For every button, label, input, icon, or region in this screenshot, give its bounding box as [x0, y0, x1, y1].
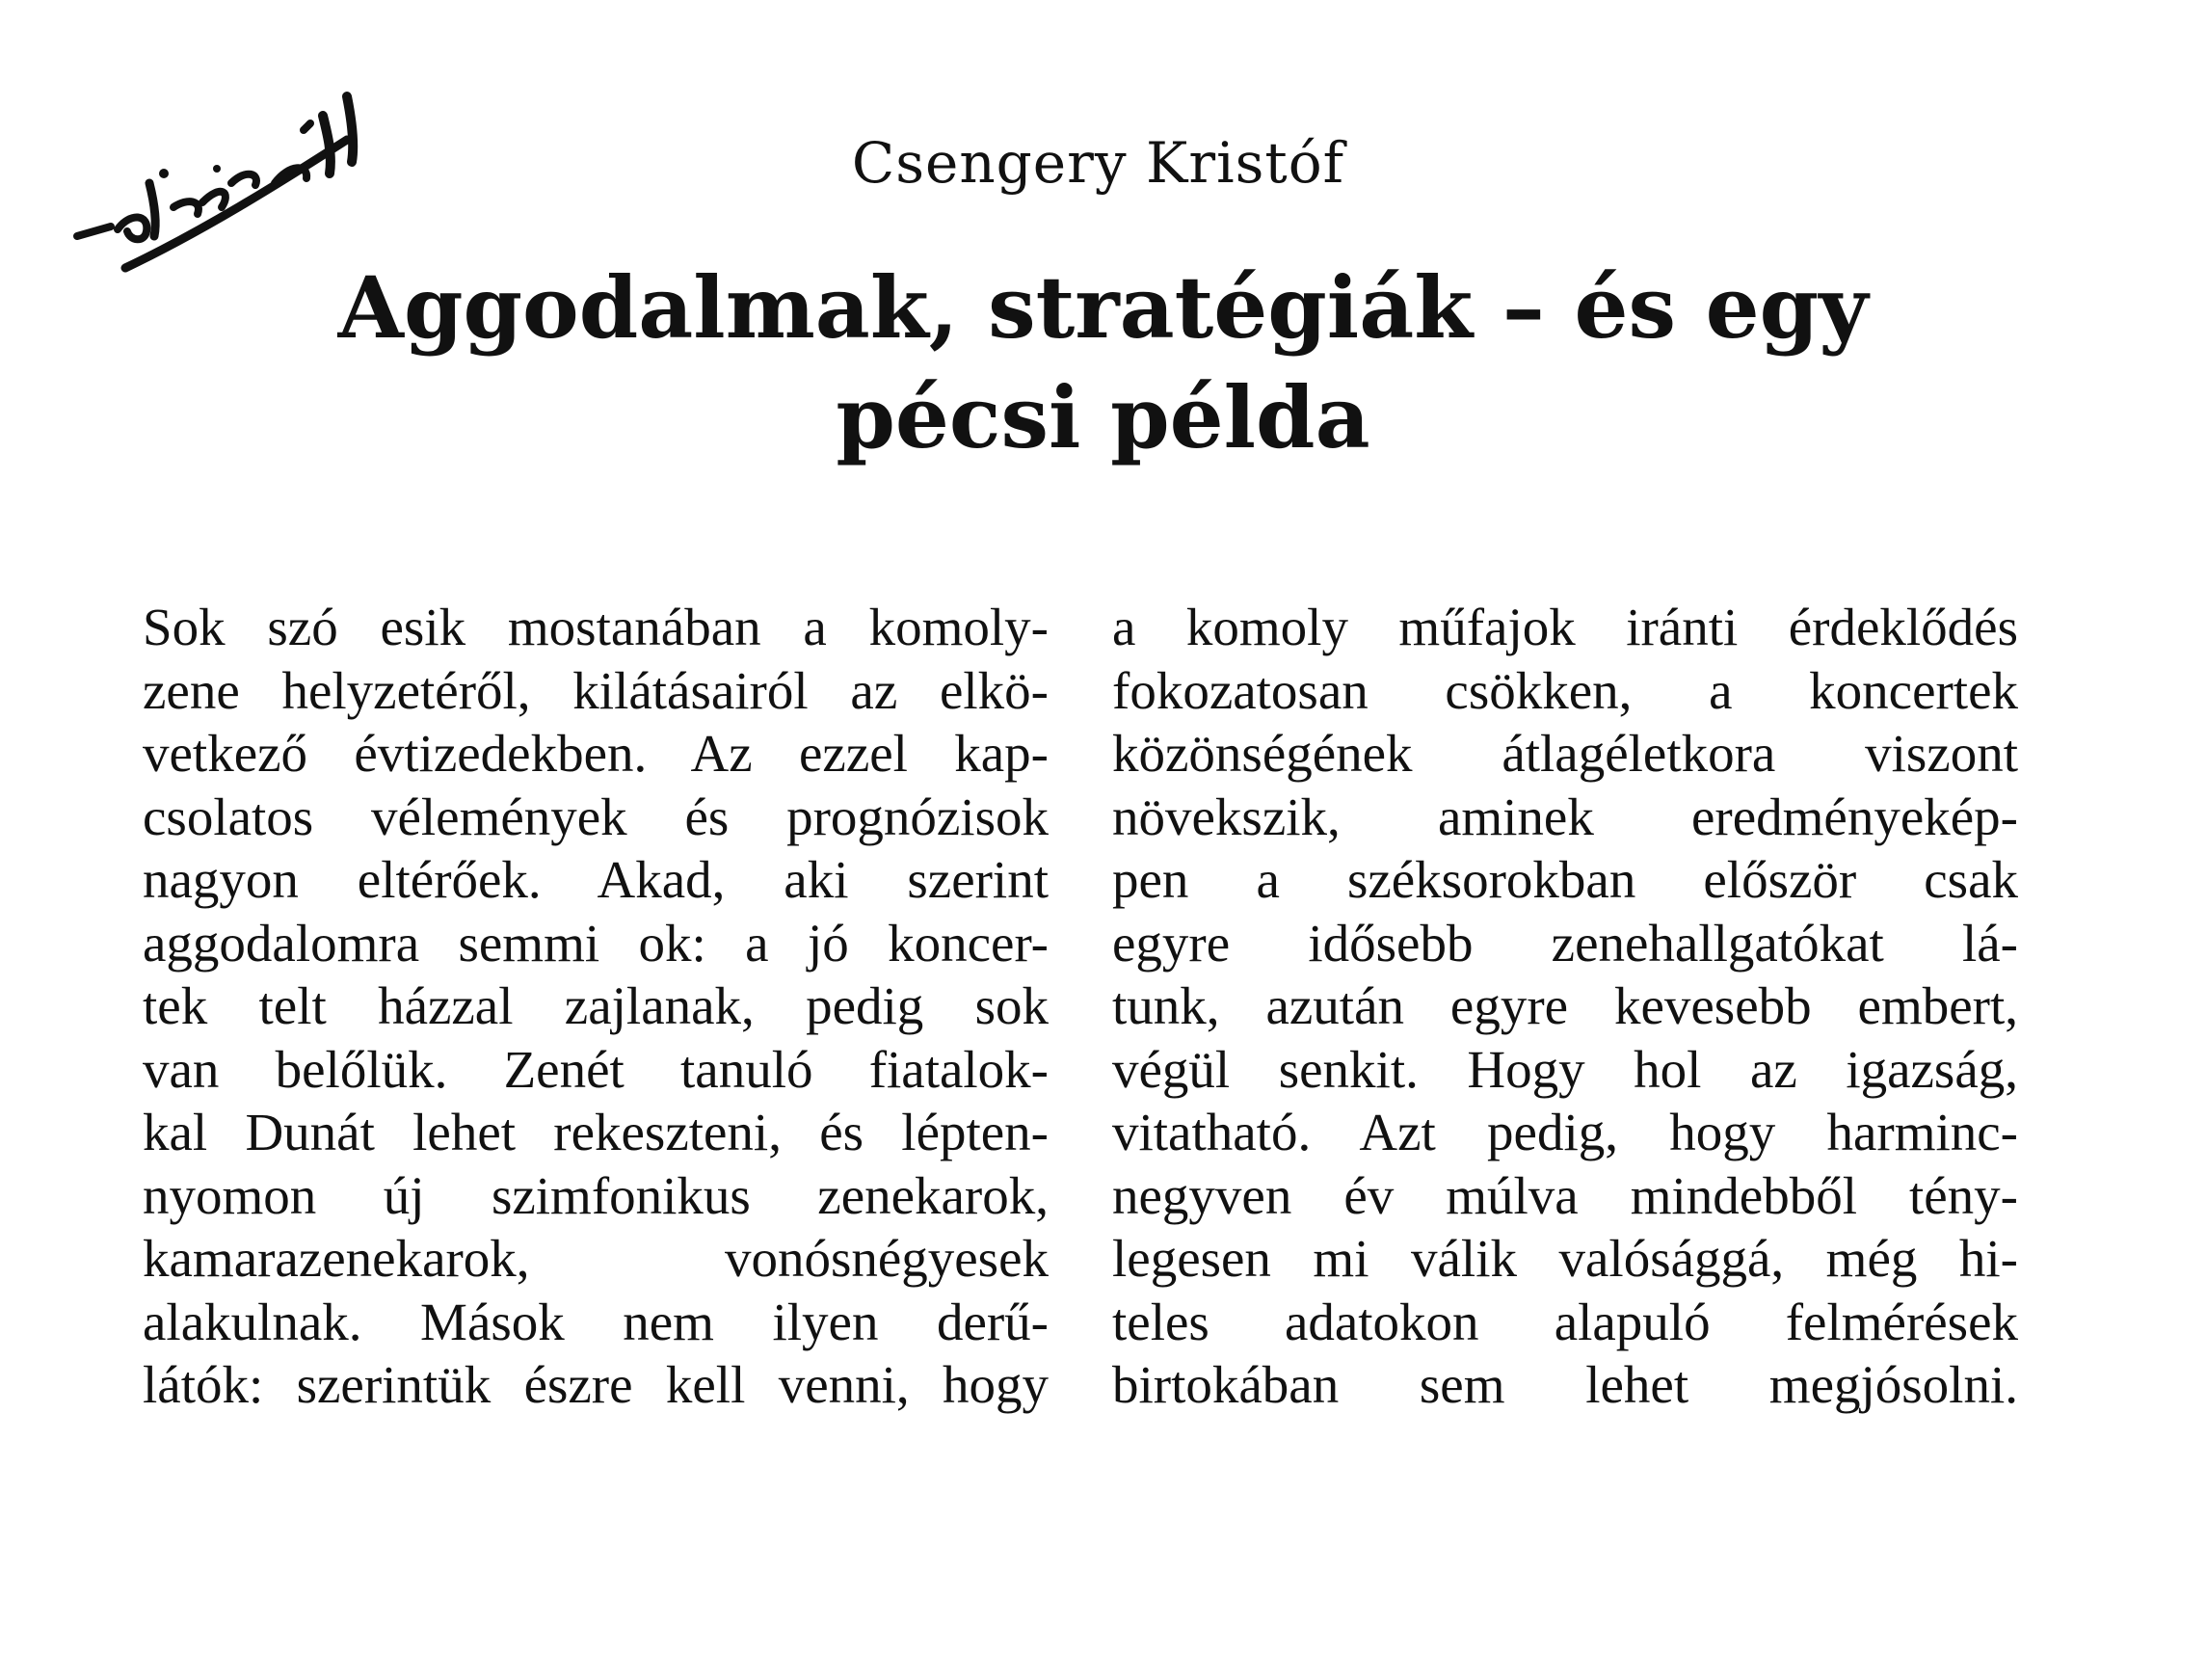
text-line: fokozatosan csökken, a koncertek	[1112, 660, 2018, 720]
text-line: birtokában sem lehet megjósolni.	[1112, 1355, 2018, 1414]
article-column-left	[143, 596, 1049, 1417]
text-line: nyomon új szimfonikus zenekarok,	[143, 1165, 1049, 1225]
text-line: a komoly műfajok iránti érdeklődés	[1112, 598, 2018, 656]
text-line: nagyon eltérőek. Akad, aki szerint	[143, 850, 1049, 909]
text-line: növekszik, aminek eredményekép-	[1112, 787, 2018, 846]
article-column-right	[1112, 596, 2018, 1417]
text-line: van belőlük. Zenét tanuló fiatalok-	[143, 1039, 1049, 1099]
text-line: vitatható. Azt pedig, hogy harminc-	[1112, 1103, 2018, 1161]
text-line: negyven év múlva mindebből tény-	[1112, 1165, 2018, 1225]
text-line: látók: szerintük észre kell venni, hogy	[143, 1355, 1049, 1414]
text-line: teles adatokon alapuló felmérések	[1112, 1292, 2018, 1351]
text-line: kal Dunát lehet rekeszteni, és lépten-	[143, 1103, 1049, 1161]
text-line: végül senkit. Hogy hol az igazság,	[1112, 1039, 2018, 1099]
text-line: tunk, azután egyre kevesebb embert,	[1112, 976, 2018, 1035]
author-byline: Csengery Kristóf	[851, 130, 1345, 196]
article-headline	[0, 253, 2206, 472]
headline-line-2: pécsi példa	[836, 367, 1370, 467]
article-body	[143, 596, 2032, 1434]
text-line: egyre idősebb zenehallgatókat lá-	[1112, 913, 2018, 973]
text-line: pen a széksorokban először csak	[1112, 850, 2018, 909]
text-line: legesen mi válik valósággá, még hi-	[1112, 1229, 2018, 1288]
text-line: tek telt házzal zajlanak, pedig sok	[143, 976, 1049, 1035]
text-line: aggodalomra semmi ok: a jó koncer-	[143, 913, 1049, 973]
text-line: zene helyzetéről, kilátásairól az elkö-	[143, 660, 1049, 720]
text-line: Sok szó esik mostanában a komoly-	[143, 598, 1049, 656]
text-line: közönségének átlagéletkora viszont	[1112, 724, 2018, 783]
headline-line-1: Aggodalmak, stratégiák – és egy	[337, 257, 1869, 358]
text-line: kamarazenekarok, vonósnégyesek	[143, 1229, 1049, 1288]
text-line: vetkező évtizedekben. Az ezzel kap-	[143, 724, 1049, 783]
text-line: csolatos vélemények és prognózisok	[143, 787, 1049, 846]
text-line: alakulnak. Mások nem ilyen derű-	[143, 1292, 1049, 1351]
